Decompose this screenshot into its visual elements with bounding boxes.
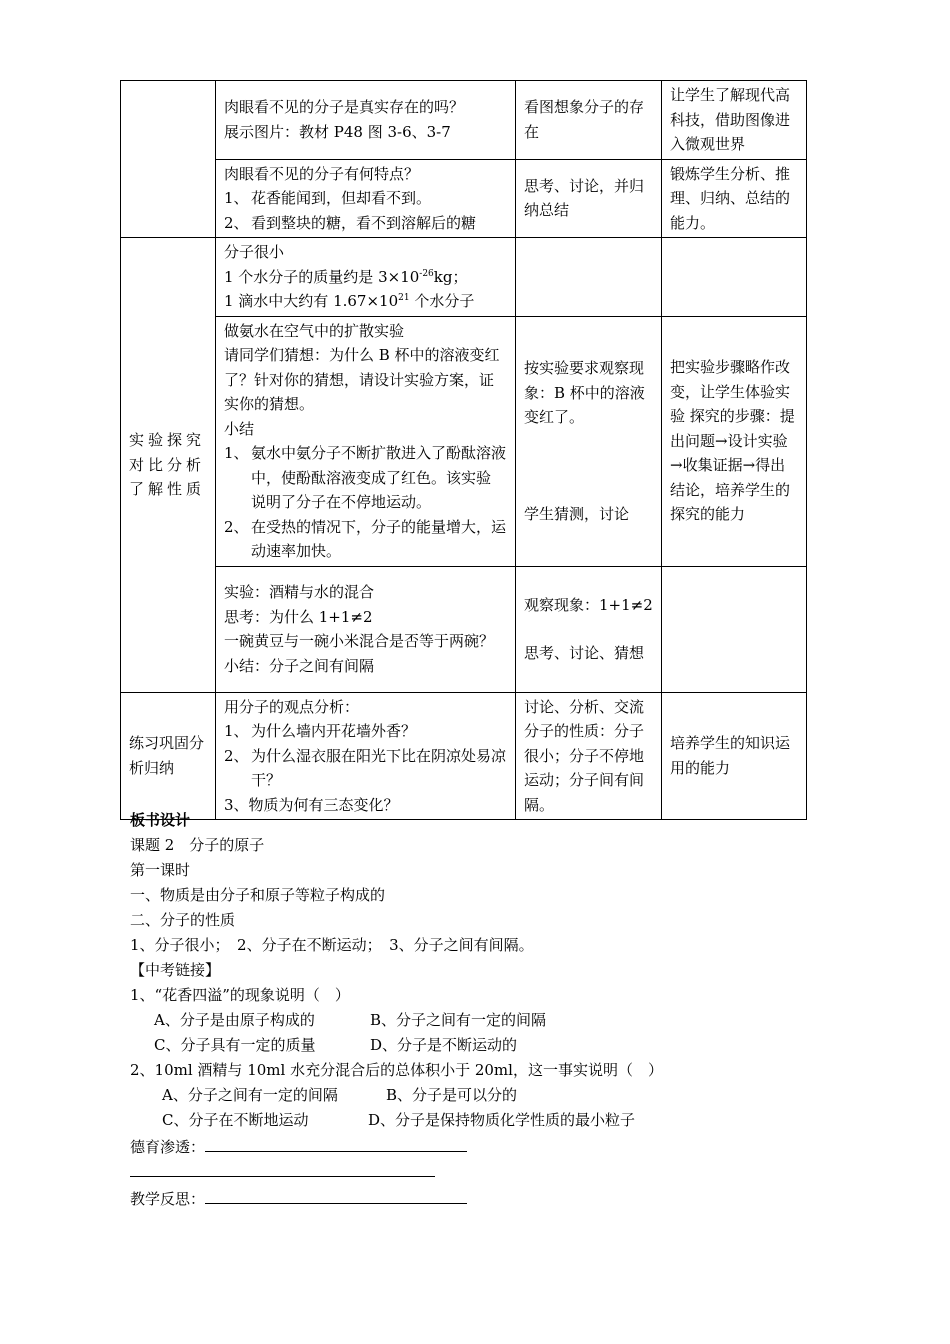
content-cell: 实验：酒精与水的混合 思考：为什么 1+1≠2 一碗黄豆与一碗小米混合是否等于两碗？ 小结：分子之间有间隔 bbox=[216, 566, 516, 692]
option: D、分子是保持物质化学性质的最小粒子 bbox=[368, 1111, 636, 1129]
board-design-section bbox=[130, 808, 830, 1212]
design-intent-cell: 让学生了解现代高科技，借助图像进入微观世界 bbox=[662, 81, 807, 160]
moral-education-line: 德育渗透： bbox=[130, 1135, 830, 1160]
student-activity-cell bbox=[516, 238, 662, 317]
content-cell: 分子很小 1 个水分子的质量约是 $3\times 10^{-26}kg$； 1 滴水中大约有 $1.67\times 10^{21}$ 个水分子 bbox=[216, 238, 516, 317]
design-intent-cell bbox=[662, 566, 807, 692]
student-activity-cell: 看图想象分子的存在 bbox=[516, 81, 662, 160]
design-intent-cell: 培养学生的知识运用的能力 bbox=[662, 692, 807, 820]
option-row bbox=[130, 1008, 830, 1033]
student-activity-cell: 思考、讨论，并归纳总结 bbox=[516, 159, 662, 238]
table-row bbox=[121, 159, 807, 238]
design-intent-cell: 把实验步骤略作改变，让学生体验实验 探究的步骤：提出问题→设计实验→收集证据→得出结论，培养学生的探究的能力 bbox=[662, 316, 807, 566]
option: D、分子是不断运动的 bbox=[370, 1036, 518, 1054]
table-row bbox=[121, 81, 807, 160]
text-line: 第一课时 bbox=[130, 861, 191, 879]
lesson-table bbox=[120, 80, 807, 820]
blank-underline bbox=[205, 1135, 467, 1152]
option-row bbox=[130, 1033, 830, 1058]
question: 2、10ml 酒精与 10ml 水充分混合后的总体积小于 20ml，这一事实说明（ ） bbox=[130, 1061, 663, 1079]
student-activity-cell: 按实验要求观察现象：B 杯中的溶液变红了。 学生猜测，讨论 bbox=[516, 316, 662, 566]
blank-line bbox=[130, 1160, 830, 1185]
table-row bbox=[121, 566, 807, 692]
option: A、分子之间有一定的间隔 bbox=[162, 1086, 338, 1104]
section-heading: 【中考链接】 bbox=[130, 961, 221, 979]
stage-cell bbox=[121, 81, 216, 238]
content-cell: 做氨水在空气中的扩散实验 请同学们猜想：为什么 B 杯中的溶液变红了？针对你的猜想，请设计实验方案，证实你的猜想。 小结 1、 氨水中氨分子不断扩散进入了酚酞溶液中，使酚酞溶液变成了红色。该实验 说明了分子在不停地运动。 2、 在受热的情况下，分子的能量增大，运动速率加快。 bbox=[216, 316, 516, 566]
content-cell: 用分子的观点分析： 1、 为什么墙内开花墙外香？ 2、 为什么湿衣服在阳光下比在阴凉处易凉干？ 3、物质为何有三态变化？ bbox=[216, 692, 516, 820]
section-heading: 板书设计 bbox=[130, 811, 191, 829]
text-line: 课题 2 分子的原子 bbox=[130, 836, 265, 854]
design-intent-cell: 锻炼学生分析、推理、归纳、总结的能力。 bbox=[662, 159, 807, 238]
student-activity-cell: 观察现象：1+1≠2 思考、讨论、猜想 bbox=[516, 566, 662, 692]
content-cell: 肉眼看不见的分子有何特点？ 1、 花香能闻到，但却看不到。 2、 看到整块的糖，看不到溶解后的糖 bbox=[216, 159, 516, 238]
option: C、分子具有一定的质量 bbox=[154, 1036, 316, 1054]
option: A、分子是由原子构成的 bbox=[154, 1011, 315, 1029]
stage-cell: 实验探究对比分析了解性质 bbox=[121, 238, 216, 693]
blank-underline bbox=[130, 1160, 435, 1177]
option-row bbox=[130, 1108, 830, 1133]
table-row bbox=[121, 692, 807, 820]
option-row bbox=[130, 1083, 830, 1108]
content-cell: 肉眼看不见的分子是真实存在的吗？ 展示图片：教材 P48 图 3-6、3-7 bbox=[216, 81, 516, 160]
question: 1、“花香四溢”的现象说明（ ） bbox=[130, 986, 350, 1004]
stage-cell: 练习巩固分析归纳 bbox=[121, 692, 216, 820]
option: B、分子之间有一定的间隔 bbox=[370, 1011, 547, 1029]
design-intent-cell bbox=[662, 238, 807, 317]
option: C、分子在不断地运动 bbox=[162, 1111, 309, 1129]
teaching-reflection-line: 教学反思： bbox=[130, 1187, 830, 1212]
text-line: 1、分子很小； 2、分子在不断运动； 3、分子之间有间隔。 bbox=[130, 936, 534, 954]
blank-underline bbox=[205, 1187, 467, 1204]
option: B、分子是可以分的 bbox=[386, 1086, 518, 1104]
text-line: 二、分子的性质 bbox=[130, 911, 236, 929]
text-line: 一、物质是由分子和原子等粒子构成的 bbox=[130, 886, 386, 904]
table-row bbox=[121, 238, 807, 317]
table-row bbox=[121, 316, 807, 566]
student-activity-cell: 讨论、分析、交流分子的性质：分子很小；分子不停地运动；分子间有间隔。 bbox=[516, 692, 662, 820]
